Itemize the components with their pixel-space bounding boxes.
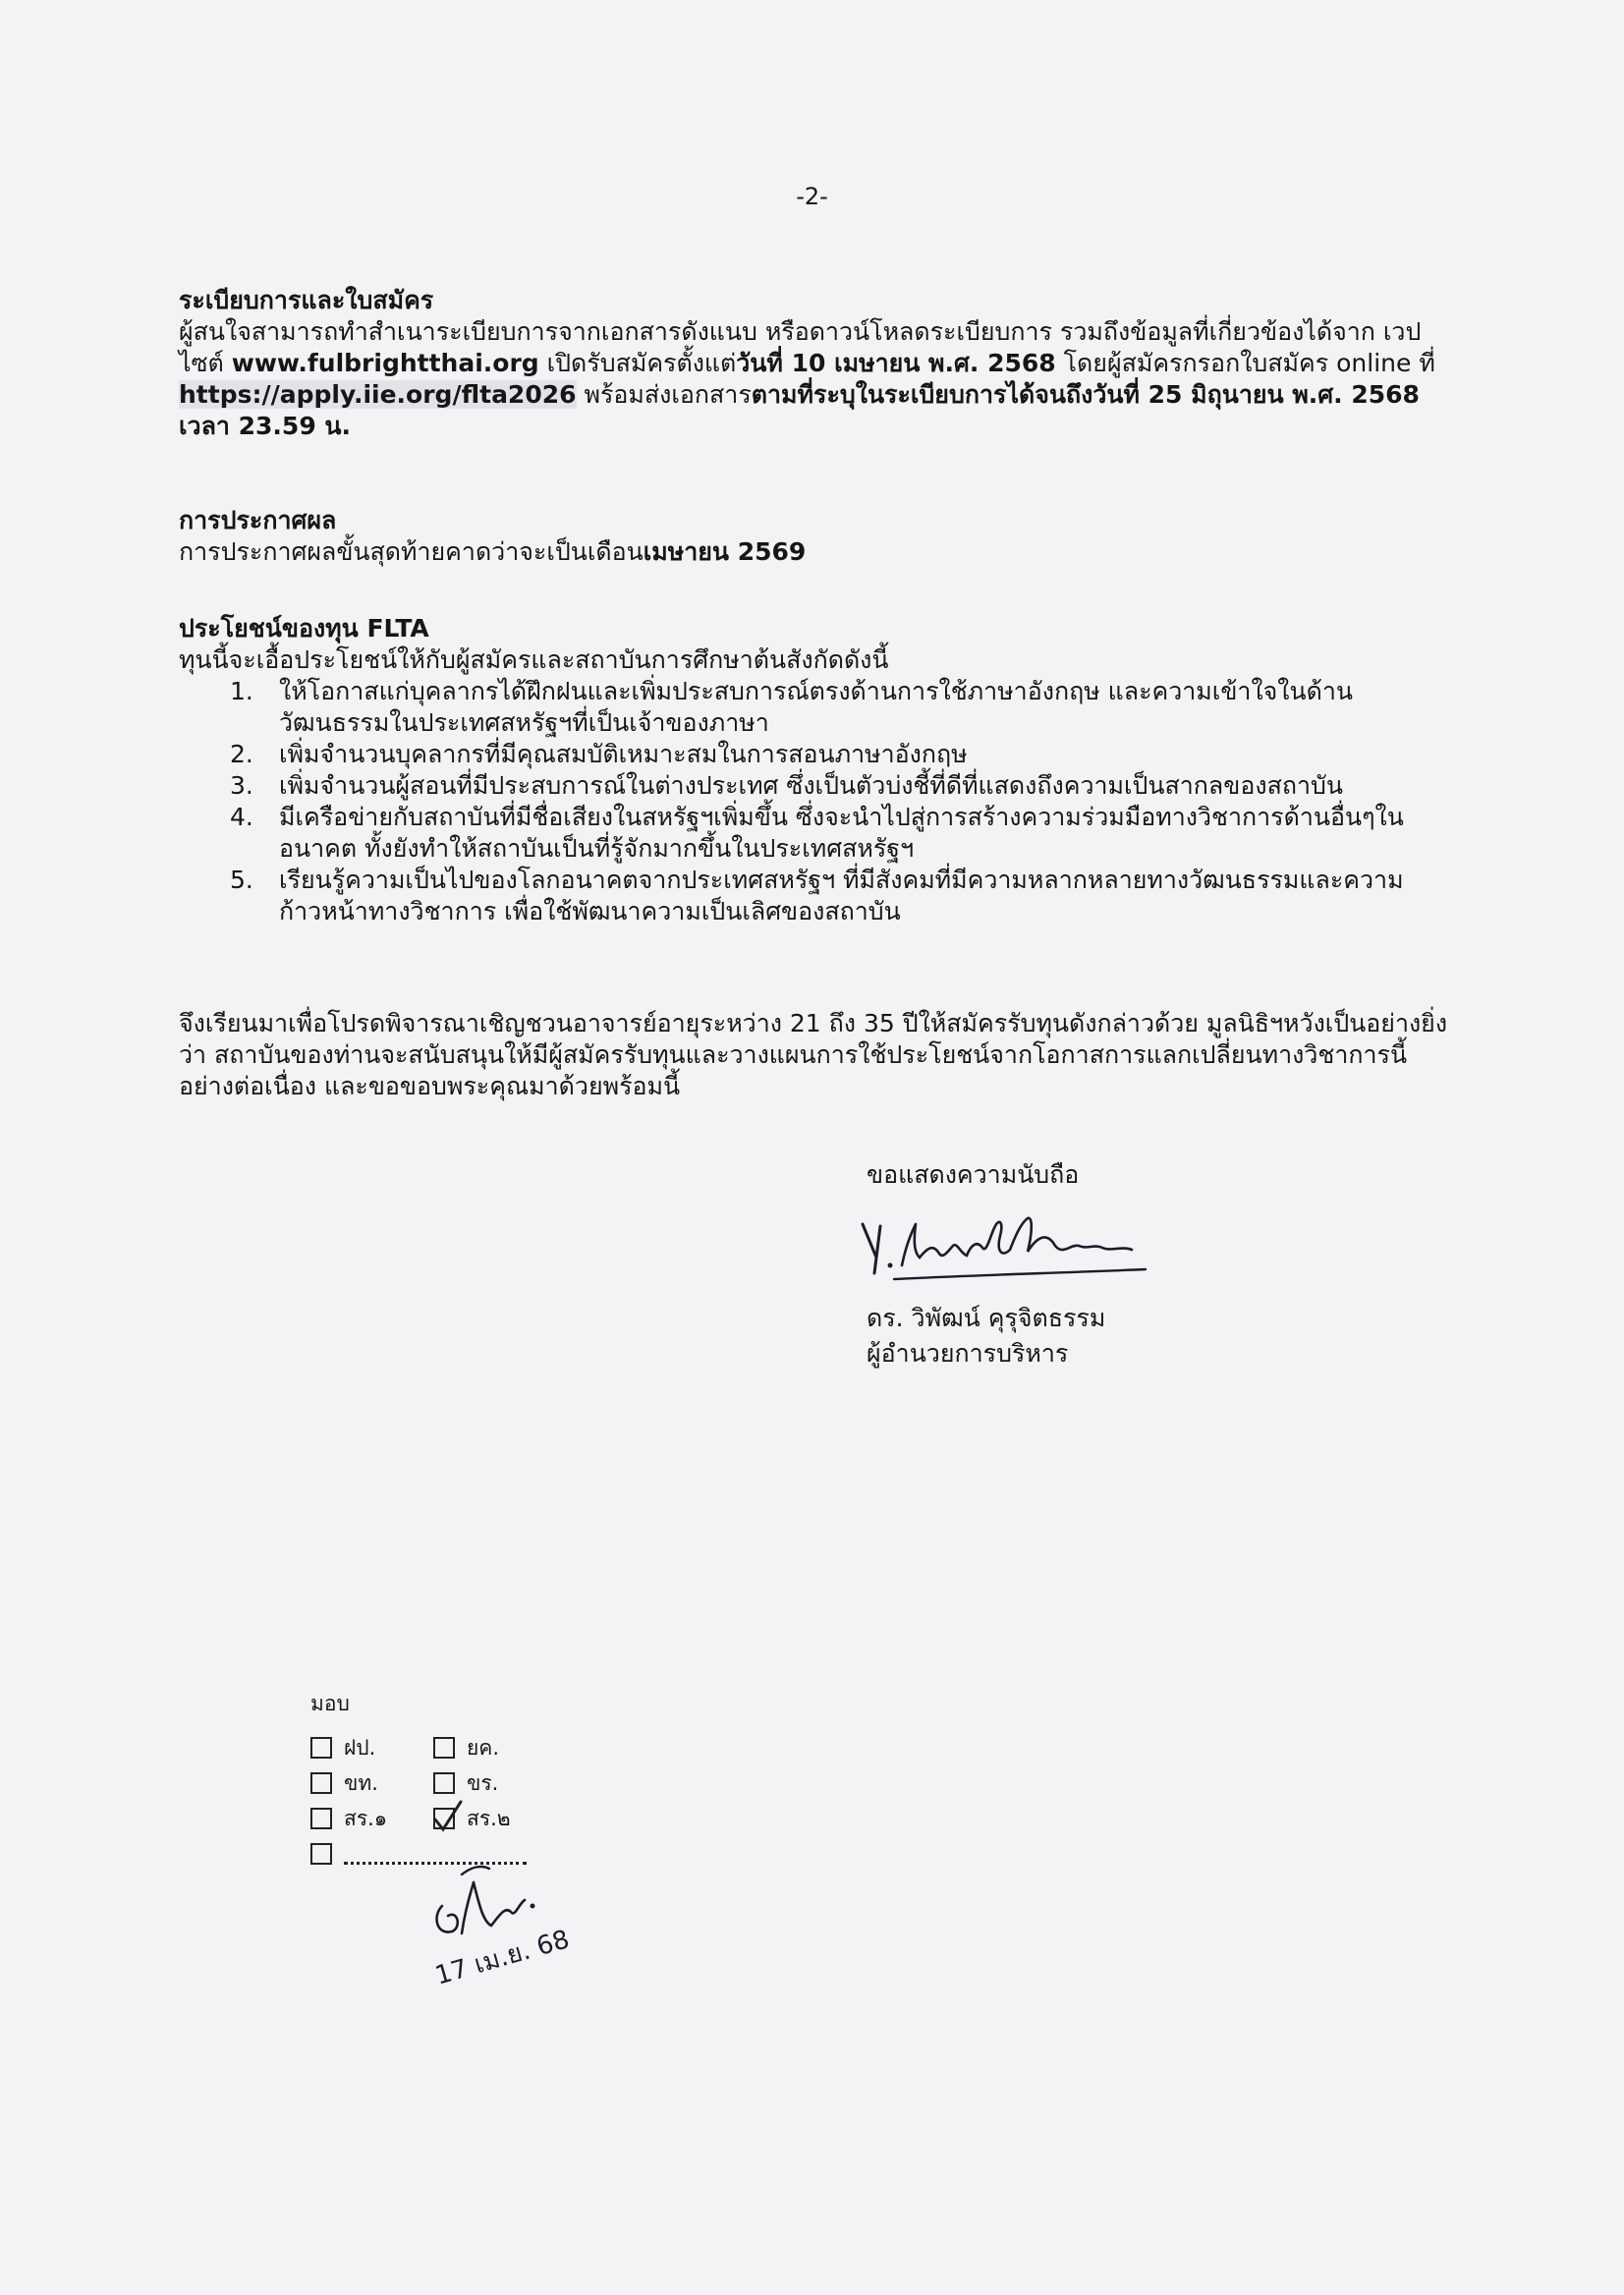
routing-option-label: ขร. (467, 1770, 499, 1795)
list-item-number: 1. (230, 677, 253, 705)
application-text-1: ผู้สนใจสามารถทำสำเนาระเบียบการจากเอกสารดังแนบ หรือดาวน์โหลดระเบียบการ รวมถึงข้อมูลที่เกี่ยวข้องได้จาก เวปไซต์ (179, 317, 1422, 377)
open-date: วันที่ 10 เมษายน พ.ศ. 2568 (736, 349, 1056, 377)
website-link[interactable]: www.fulbrightthai.org (231, 349, 539, 377)
routing-option[interactable] (310, 1803, 433, 1835)
signatory-name: ดร. วิพัฒน์ คุรุจิตธรรม (867, 1304, 1106, 1332)
list-item-number: 2. (230, 740, 253, 768)
list-item-text: เพิ่มจำนวนบุคลากรที่มีคุณสมบัติเหมาะสมในการสอนภาษาอังกฤษ (279, 740, 968, 768)
benefits-section (179, 613, 1456, 927)
routing-option-label: ขท. (344, 1770, 378, 1795)
list-item-text: เพิ่มจำนวนผู้สอนที่มีประสบการณ์ในต่างประเทศ ซึ่งเป็นตัวบ่งชี้ที่ดีที่แสดงถึงความเป็นสากลของสถาบัน (279, 771, 1343, 800)
application-section (179, 285, 1456, 442)
checkbox-checked[interactable] (433, 1808, 455, 1829)
list-item-text: ให้โอกาสแก่บุคลากรได้ฝึกฝนและเพิ่มประสบการณ์ตรงด้านการใช้ภาษาอังกฤษ และความเข้าใจในด้านวัฒนธรรมในประเทศสหรัฐฯที่เป็นเจ้าของภาษา (279, 677, 1353, 737)
deadline-emphasis: ได้จนถึงวันที่ 25 มิถุนายน พ.ศ. 2568 เวลา 23.59 น. (179, 380, 1420, 440)
routing-option[interactable] (433, 1767, 556, 1800)
list-item-number: 5. (230, 866, 253, 894)
routing-option-label: ยค. (467, 1735, 500, 1760)
signatory-position: ผู้อำนวยการบริหาร (867, 1339, 1069, 1368)
announcement-text: การประกาศผลขั้นสุดท้ายคาดว่าจะเป็นเดือน (179, 537, 644, 566)
benefits-list (179, 676, 1456, 927)
announcement-heading: การประกาศผล (179, 506, 337, 534)
signature-text: Y. Kumchotham (855, 1197, 863, 1198)
announcement-month: เมษายน 2569 (643, 537, 807, 566)
checkbox[interactable] (433, 1737, 455, 1759)
application-text-2: เปิดรับสมัครตั้งแต่ (538, 349, 737, 377)
routing-option-label: ฝป. (344, 1735, 376, 1760)
routing-option[interactable] (433, 1803, 556, 1835)
checkbox[interactable] (310, 1808, 332, 1829)
routing-option-label: สร.๑ (344, 1806, 388, 1830)
routing-row (310, 1801, 605, 1836)
application-heading: ระเบียบการและใบสมัคร (179, 286, 434, 314)
checkmark-icon (431, 1800, 465, 1835)
routing-option-label: สร.๒ (467, 1806, 511, 1830)
signature (855, 1197, 1169, 1285)
list-item (179, 676, 1456, 739)
list-item (179, 770, 1456, 802)
routing-option[interactable] (433, 1732, 556, 1764)
announcement-section (179, 505, 1456, 568)
list-item-text: เรียนรู้ความเป็นไปของโลกอนาคตจากประเทศสหรัฐฯ ที่มีสังคมที่มีความหลากหลายทางวัฒนธรรมและความก้าวหน้าทางวิชาการ เพื่อใช้พัฒนาความเป็นเลิศของสถาบัน (279, 866, 1404, 925)
routing-option[interactable] (310, 1732, 433, 1764)
closing-paragraph: จึงเรียนมาเพื่อโปรดพิจารณาเชิญชวนอาจารย์อายุระหว่าง 21 ถึง 35 ปีให้สมัครรับทุนดังกล่าวด้วย มูลนิธิฯหวังเป็นอย่างยิ่งว่า สถาบันของท่านจะสนับสนุนให้มีผู้สมัครรับทุนและวางแผนการใช้ประโยชน์จากโอกาสการแลกเปลี่ยนทางวิชาการนี้ อย่างต่อเนื่อง และขอขอบพระคุณมาด้วยพร้อมนี้ (179, 1009, 1448, 1100)
routing-option[interactable] (310, 1767, 433, 1800)
application-text-4: พร้อมส่งเอกสาร (576, 380, 752, 409)
list-item (179, 865, 1456, 927)
apply-url-link[interactable]: https://apply.iie.org/flta2026 (179, 380, 577, 409)
regards-text: ขอแสดงความนับถือ (867, 1160, 1080, 1189)
benefits-heading: ประโยชน์ของทุน FLTA (179, 614, 429, 643)
benefits-intro: ทุนนี้จะเอื้อประโยชน์ให้กับผู้สมัครและสถาบันการศึกษาต้นสังกัดดังนี้ (179, 645, 889, 674)
list-item-text: มีเครือข่ายกับสถาบันที่มีชื่อเสียงในสหรัฐฯเพิ่มขึ้น ซึ่งจะนำไปสู่การสร้างความร่วมมือทางวิชาการด้านอื่นๆในอนาคต ทั้งยังทำให้สถาบันเป็นที่รู้จักมากขึ้นในประเทศสหรัฐฯ (279, 803, 1404, 863)
routing-stamp (310, 1688, 605, 1872)
application-paragraph (179, 316, 1456, 442)
handwritten-note (422, 1847, 599, 1994)
list-item (179, 739, 1456, 770)
list-item (179, 802, 1456, 865)
list-item-number: 3. (230, 771, 253, 800)
handwritten-initials: ลัด (422, 1847, 424, 1848)
handwritten-date: 17 เม.ย. 68 (431, 1925, 573, 1991)
checkbox[interactable] (310, 1843, 332, 1865)
checkbox[interactable] (310, 1737, 332, 1759)
announcement-paragraph (179, 536, 1456, 568)
docs-emphasis: ตามที่ระบุในระเบียบการ (751, 380, 1007, 409)
application-text-3: โดยผู้สมัครกรอกใบสมัคร online ที่ (1055, 349, 1435, 377)
page-number: -2- (796, 183, 828, 210)
routing-row (310, 1765, 605, 1801)
checkbox[interactable] (433, 1772, 455, 1794)
routing-row (310, 1730, 605, 1765)
checkbox[interactable] (310, 1772, 332, 1794)
list-item-number: 4. (230, 803, 253, 831)
closing-section (179, 1008, 1456, 1102)
routing-title: มอบ (310, 1692, 350, 1715)
